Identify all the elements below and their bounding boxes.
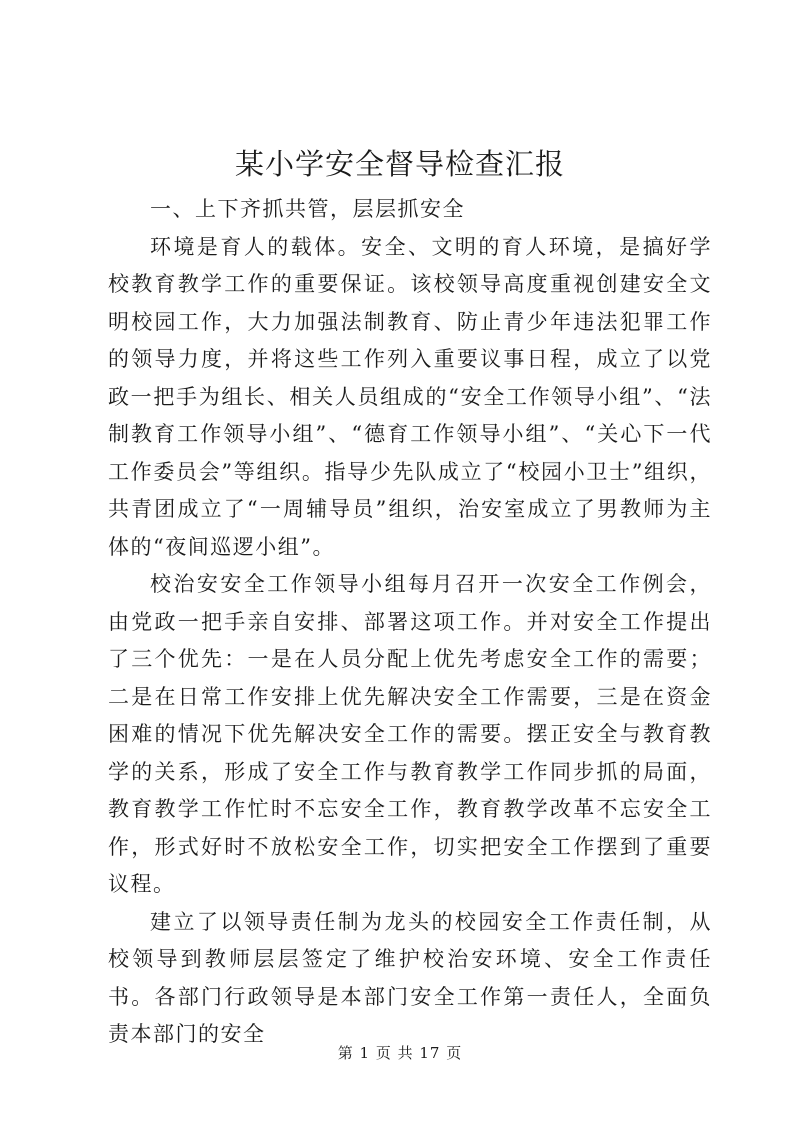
- paragraph: 校治安安全工作领导小组每月召开一次安全工作例会，由党政一把手亲自安排、部署这项工作。并对安全工作提出了三个优先：一是在人员分配上优先考虑安全工作的需要；二是在日常工作安排上优先解决安全工作需要，三是在资金困难的情况下优先解决安全工作的需要。摆正安全与教育教学的关系，形成了安全工作与教育教学工作同步抓的局面，教育教学工作忙时不忘安全工作，教育教学改革不忘安全工作，形式好时不放松安全工作，切实把安全工作摆到了重要议程。: [108, 572, 712, 896]
- paragraph: 建立了以领导责任制为龙头的校园安全工作责任制，从校领导到教师层层签定了维护校治安环境、安全工作责任书。各部门行政领导是本部门安全工作第一责任人，全面负责本部门的安全: [108, 909, 712, 1046]
- section-heading: 一、上下齐抓共管，层层抓安全: [150, 197, 465, 221]
- document-body: [108, 191, 712, 1054]
- document-title: 某小学安全督导检查汇报: [234, 147, 565, 181]
- page-number-footer: 第 1 页 共 17 页: [337, 1044, 463, 1062]
- paragraph: 环境是育人的载体。安全、文明的育人环境，是搞好学校教育教学工作的重要保证。该校领导高度重视创建安全文明校园工作，大力加强法制教育、防止青少年违法犯罪工作的领导力度，并将这些工作列入重要议事日程，成立了以党政一把手为组长、相关人员组成的“安全工作领导小组”、“法制教育工作领导小组”、“德育工作领导小组”、“关心下一代工作委员会”等组织。指导少先队成立了“校园小卫士”组织，共青团成立了“一周辅导员”组织，治安室成立了男教师为主体的“夜间巡逻小组”。: [108, 234, 712, 559]
